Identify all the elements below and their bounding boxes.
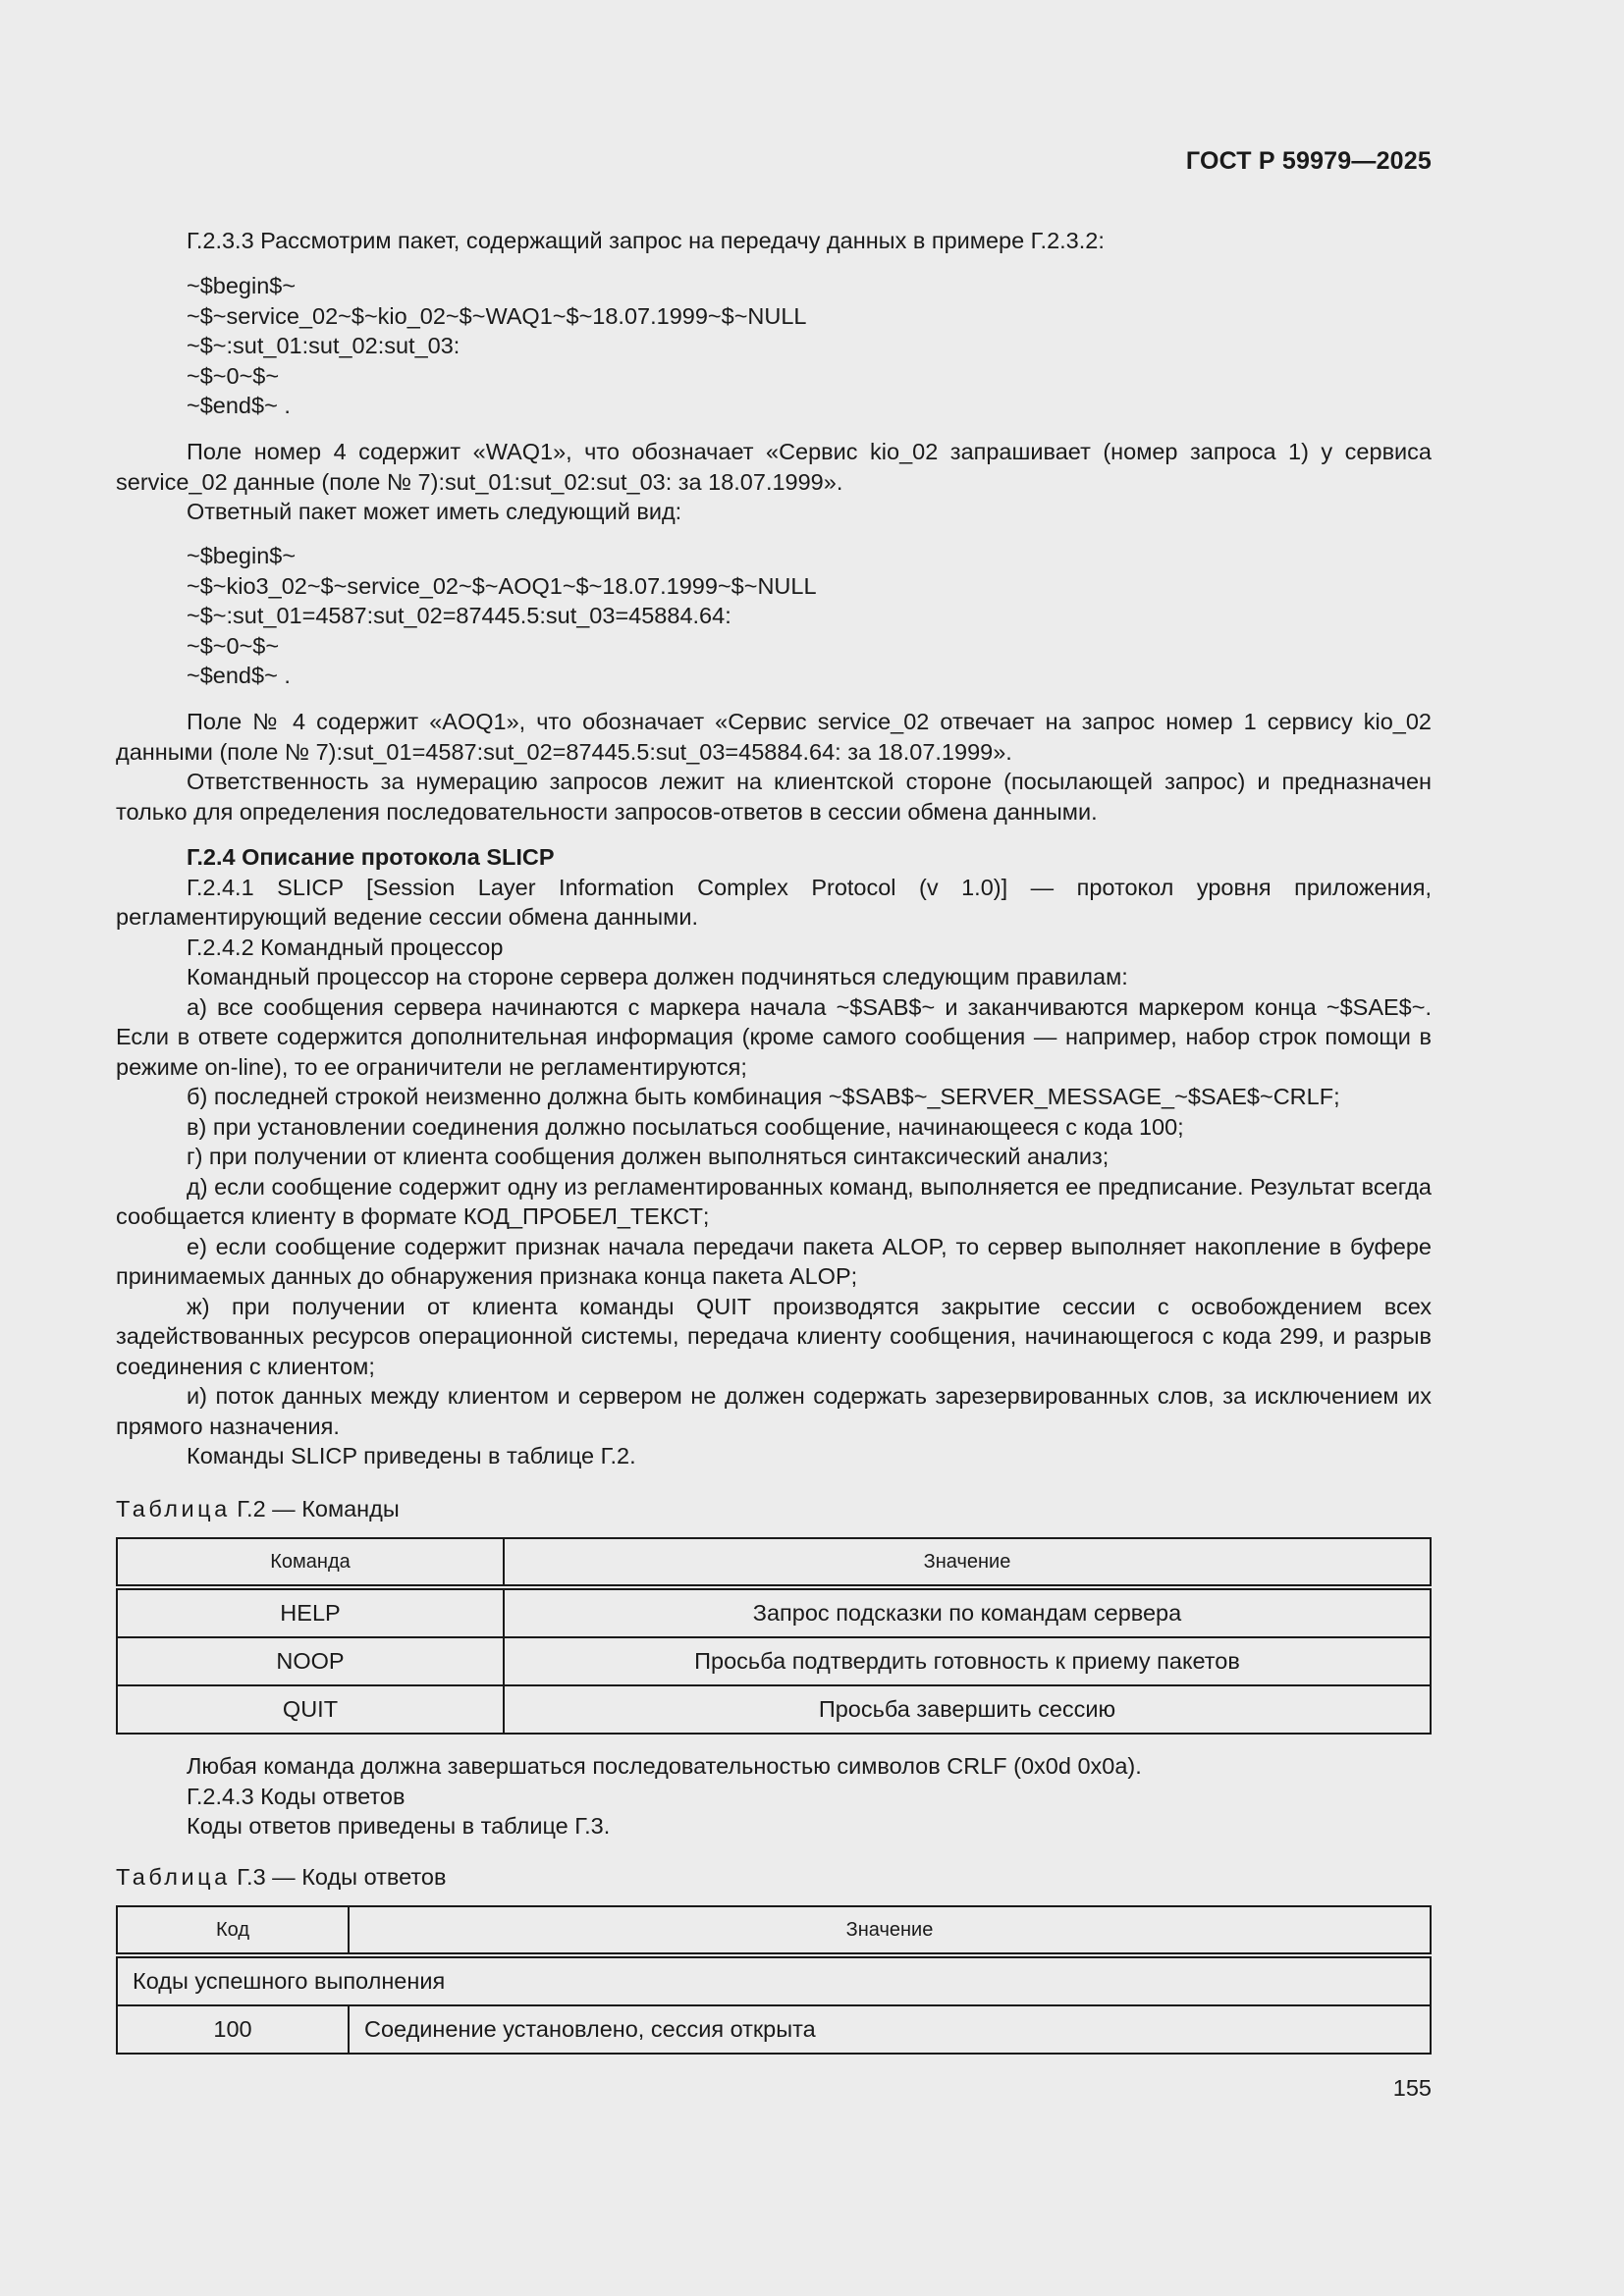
table-cell: 100 xyxy=(117,2005,349,2054)
code-line: ~$begin$~ xyxy=(187,543,297,568)
list-item: и) поток данных между клиентом и сервером не должен содержать зарезервированных слов, за исключением их прямого назначения. xyxy=(116,1383,1432,1439)
paragraph: Коды ответов приведены в таблице Г.3. xyxy=(187,1813,611,1839)
table-row xyxy=(117,1637,1431,1685)
code-line: ~$end$~ . xyxy=(187,663,291,688)
paragraph: Поле номер 4 содержит «WAQ1», что обозначает «Сервис kio_02 запрашивает (номер запроса 1) у сервиса service_02 данные (поле № 7):sut_01:sut_02:sut_03: за 18.07.1999». xyxy=(116,439,1432,495)
document-id: ГОСТ Р 59979—2025 xyxy=(1185,147,1432,175)
code-line: ~$~:sut_01:sut_02:sut_03: xyxy=(187,333,460,358)
list-item: а) все сообщения сервера начинаются с маркера начала ~$SAB$~ и заканчиваются маркером конца ~$SAE$~. Если в ответе содержится дополнительная информация (кроме самого сообщения — например, набор строк помощи в режиме on-line), то ее ограничители не регламентируются; xyxy=(116,993,1432,1080)
list-item: б) последней строкой неизменно должна быть комбинация ~$SAB$~_SERVER_MESSAGE_~$SAE$~CRLF; xyxy=(187,1084,1340,1109)
code-line: ~$~:sut_01=4587:sut_02=87445.5:sut_03=45884.64: xyxy=(187,603,731,628)
list-item: д) если сообщение содержит одну из регламентированных команд, выполняется ее предписание. Результат всегда сообщается клиенту в формате КОД_ПРОБЕЛ_ТЕКСТ; xyxy=(116,1173,1432,1229)
caption-title: Г.3 — Коды ответов xyxy=(237,1864,447,1890)
list-item: ж) при получении от клиента команды QUIT производятся закрытие сессии с освобождением всех задействованных ресурсов операционной системы, передача клиенту сообщения, начинающегося с кода 299, и разрыв соединения с клиентом; xyxy=(116,1293,1432,1379)
table-row xyxy=(117,1587,1431,1637)
paragraph: Ответный пакет может иметь следующий вид: xyxy=(187,499,682,524)
table-cell: Просьба подтвердить готовность к приему пакетов xyxy=(504,1637,1431,1685)
code-packet-request xyxy=(116,271,1432,421)
table-caption xyxy=(116,1494,1432,1524)
after-table-block xyxy=(116,1751,1432,1842)
page-number: 155 xyxy=(1392,2075,1432,2101)
paragraph: Команды SLICP приведены в таблице Г.2. xyxy=(187,1443,636,1468)
paragraph: Поле № 4 содержит «AOQ1», что обозначает «Сервис service_02 отвечает на запрос номер 1 сервису kio_02 данными (поле № 7):sut_01=4587:sut_02=87445.5:sut_03=45884.64: за 18.07.1999». xyxy=(116,709,1432,765)
table-commands xyxy=(116,1537,1432,1735)
paragraph: Г.2.4.2 Командный процессор xyxy=(187,934,504,960)
table-row xyxy=(117,2005,1431,2054)
paragraph: Любая команда должна завершаться последовательностью символов CRLF (0x0d 0x0a). xyxy=(187,1753,1142,1779)
column-header: Команда xyxy=(117,1538,504,1587)
code-line: ~$~kio3_02~$~service_02~$~AOQ1~$~18.07.1999~$~NULL xyxy=(187,572,817,599)
code-line: ~$~0~$~ xyxy=(187,362,280,389)
code-line: ~$end$~ . xyxy=(187,393,291,418)
column-header: Код xyxy=(117,1906,349,1955)
paragraph: Г.2.3.3 Рассмотрим пакет, содержащий запрос на передачу данных в примере Г.2.3.2: xyxy=(187,228,1105,253)
table-response-codes xyxy=(116,1905,1432,2055)
paragraph: Ответственность за нумерацию запросов лежит на клиентской стороне (посылающей запрос) и предназначен только для определения последовательности запросов-ответов в сессии обмена данными. xyxy=(116,769,1432,825)
group-cell: Коды успешного выполнения xyxy=(117,1955,1431,2005)
table-cell: NOOP xyxy=(117,1637,504,1685)
section-g233 xyxy=(116,226,1432,256)
table-cell: Соединение установлено, сессия открыта xyxy=(349,2005,1431,2054)
code-line: ~$~service_02~$~kio_02~$~WAQ1~$~18.07.1999~$~NULL xyxy=(187,302,807,329)
paragraph: Командный процессор на стороне сервера должен подчиняться следующим правилам: xyxy=(187,964,1128,989)
paragraph: Г.2.4.1 SLICP [Session Layer Information Complex Protocol (v 1.0)] — протокол уровня приложения, регламентирующий ведение сессии обмена данными. xyxy=(116,874,1432,930)
column-header: Значение xyxy=(504,1538,1431,1587)
list-item: в) при установлении соединения должно посылаться сообщение, начинающееся с кода 100; xyxy=(187,1113,1184,1140)
table-cell: Запрос подсказки по командам сервера xyxy=(504,1587,1431,1637)
code-line: ~$begin$~ xyxy=(187,273,297,298)
paragraph: Г.2.4.3 Коды ответов xyxy=(187,1783,406,1809)
code-packet-reply xyxy=(116,541,1432,691)
caption-word: Таблица xyxy=(116,1864,231,1890)
table-cell: Просьба завершить сессию xyxy=(504,1685,1431,1734)
table-cell: HELP xyxy=(117,1587,504,1637)
list-item: е) если сообщение содержит признак начала передачи пакета ALOP, то сервер выполняет накопление в буфере принимаемых данных до обнаружения признака конца пакета ALOP; xyxy=(116,1233,1432,1289)
code-line: ~$~0~$~ xyxy=(187,632,280,659)
caption-word: Таблица xyxy=(116,1496,231,1522)
explanation-block-2 xyxy=(116,707,1432,827)
section-heading: Г.2.4 Описание протокола SLICP xyxy=(187,844,555,870)
list-item: г) при получении от клиента сообщения должен выполняться синтаксический анализ; xyxy=(187,1144,1110,1169)
column-header: Значение xyxy=(349,1906,1431,1955)
explanation-block-1 xyxy=(116,437,1432,527)
section-g24 xyxy=(116,842,1432,1471)
table-cell: QUIT xyxy=(117,1685,504,1734)
table-group-row xyxy=(117,1955,1431,2005)
table-row xyxy=(117,1685,1431,1734)
table-caption xyxy=(116,1862,1432,1893)
caption-title: Г.2 — Команды xyxy=(237,1496,400,1522)
